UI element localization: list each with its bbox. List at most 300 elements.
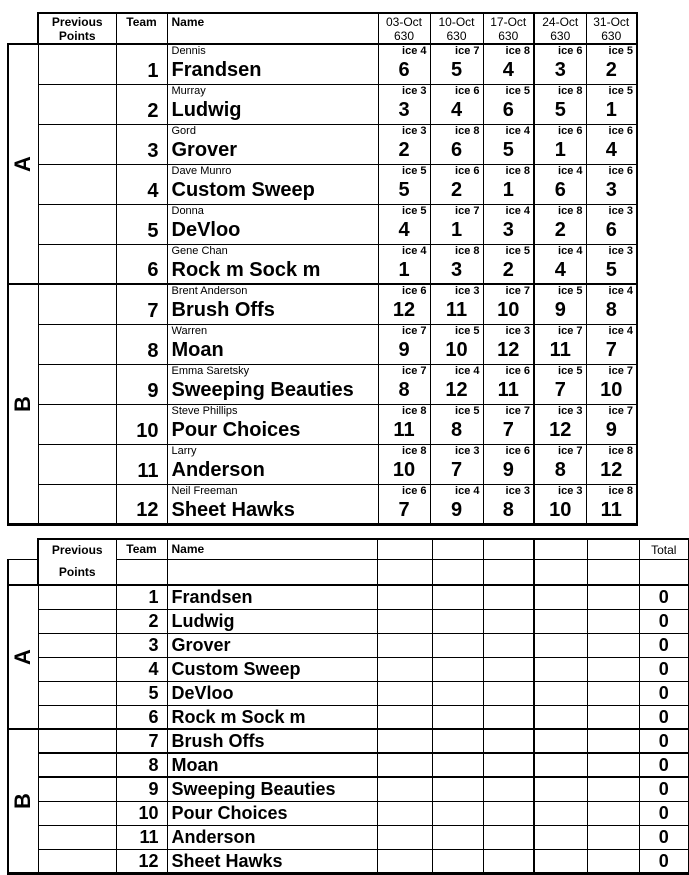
group-spacer-cell xyxy=(8,559,38,585)
previous-points-cell xyxy=(38,44,116,84)
group-a-label: A xyxy=(10,649,36,665)
ice-label: ice 4 xyxy=(608,285,633,297)
opponent-number: 1 xyxy=(398,258,410,281)
team-number: 1 xyxy=(116,585,167,609)
group-b-cell xyxy=(8,284,38,524)
team-name: Rock m Sock m xyxy=(171,258,321,281)
schedule-row-6 xyxy=(8,244,637,284)
week-score-cell xyxy=(432,753,483,777)
group-b-label: B xyxy=(10,792,36,809)
ice-label: ice 3 xyxy=(505,324,530,337)
total-header: Total xyxy=(639,539,689,559)
team-name-cell xyxy=(167,164,378,204)
week-score-cell xyxy=(587,849,639,873)
opponent-number: 1 xyxy=(450,218,463,241)
ice-label: ice 3 xyxy=(558,404,583,417)
empty-cell xyxy=(587,559,639,585)
team-name: Brush Offs xyxy=(167,729,377,753)
week-score-cell xyxy=(534,633,587,657)
week-score-cell xyxy=(432,729,483,753)
opponent-number: 11 xyxy=(549,338,571,361)
date-header-5 xyxy=(586,13,637,44)
opponent-number: 12 xyxy=(392,299,416,321)
previous-points-cell xyxy=(38,84,116,124)
opponent-number: 2 xyxy=(398,138,410,161)
totals-row-5 xyxy=(8,681,689,705)
ice-label: ice 3 xyxy=(608,244,633,257)
totals-row-2 xyxy=(8,609,689,633)
previous-points-cell xyxy=(38,729,116,753)
ice-label: ice 4 xyxy=(558,244,583,257)
draw-time-label: 630 xyxy=(550,28,571,43)
corner-spacer xyxy=(8,539,38,559)
opponent-number: 1 xyxy=(502,178,514,201)
week-score-cell xyxy=(432,585,483,609)
totals-row-12 xyxy=(8,849,689,873)
team-number: 2 xyxy=(116,84,167,124)
team-name-cell xyxy=(167,204,378,244)
opponent-number: 2 xyxy=(502,258,514,281)
team-number: 5 xyxy=(116,204,167,244)
game-cell xyxy=(483,124,534,164)
opponent-number: 8 xyxy=(605,299,617,321)
game-cell xyxy=(430,84,483,124)
opponent-number: 11 xyxy=(600,498,622,521)
team-name-cell xyxy=(167,364,378,404)
team-name: Frandsen xyxy=(171,59,262,81)
game-cell xyxy=(534,484,586,524)
team-number: 7 xyxy=(116,284,167,324)
empty-cell xyxy=(483,559,534,585)
group-a-label: A xyxy=(10,156,36,172)
opponent-number: 12 xyxy=(549,418,572,441)
opponent-number: 10 xyxy=(445,338,468,361)
skip-name: Gene Chan xyxy=(171,244,228,257)
game-cell xyxy=(483,84,534,124)
opponent-number: 8 xyxy=(502,498,514,521)
game-cell xyxy=(378,444,430,484)
previous-label: Previous xyxy=(51,14,103,29)
ice-label: ice 8 xyxy=(608,484,633,497)
team-name: Pour Choices xyxy=(171,418,301,441)
week-score-cell xyxy=(483,801,534,825)
game-cell xyxy=(534,204,586,244)
game-cell xyxy=(430,164,483,204)
week-score-cell xyxy=(377,777,432,801)
ice-label: ice 7 xyxy=(558,444,583,457)
totals-row-8 xyxy=(8,753,689,777)
team-name: Custom Sweep xyxy=(167,657,377,681)
opponent-number: 8 xyxy=(554,458,566,481)
game-cell xyxy=(483,44,534,84)
week-score-cell xyxy=(587,729,639,753)
team-name-cell xyxy=(167,484,378,524)
team-name-cell xyxy=(167,324,378,364)
week-score-cell xyxy=(587,705,639,729)
ice-label: ice 5 xyxy=(455,404,480,417)
game-cell xyxy=(586,364,637,404)
opponent-number: 9 xyxy=(554,299,566,321)
ice-label: ice 7 xyxy=(455,204,480,217)
team-name: DeVloo xyxy=(171,218,241,241)
ice-label: ice 5 xyxy=(455,324,480,337)
team-name: Grover xyxy=(171,138,238,161)
week-score-cell xyxy=(534,801,587,825)
game-cell xyxy=(534,444,586,484)
opponent-number: 7 xyxy=(398,498,410,521)
opponent-number: 12 xyxy=(497,338,520,361)
week-score-cell xyxy=(432,777,483,801)
week-score-cell xyxy=(483,609,534,633)
ice-label: ice 7 xyxy=(505,285,530,297)
opponent-number: 11 xyxy=(497,378,519,401)
team-name: Anderson xyxy=(167,825,377,849)
empty-cell xyxy=(167,559,377,585)
opponent-number: 4 xyxy=(502,59,514,81)
skip-name: Dennis xyxy=(171,45,206,57)
ice-label: ice 6 xyxy=(558,124,583,137)
team-name: Sheet Hawks xyxy=(171,498,295,521)
corner-spacer xyxy=(8,13,38,44)
opponent-number: 3 xyxy=(554,59,566,81)
week-score-cell xyxy=(432,681,483,705)
ice-label: ice 6 xyxy=(455,164,480,177)
group-b-label: B xyxy=(10,395,36,412)
totals-row-4 xyxy=(8,657,689,681)
ice-label: ice 8 xyxy=(402,404,427,417)
ice-label: ice 4 xyxy=(455,364,480,377)
opponent-number: 5 xyxy=(554,98,566,121)
week-score-cell xyxy=(432,825,483,849)
game-cell xyxy=(430,404,483,444)
skip-name: Donna xyxy=(171,204,204,217)
name-header: Name xyxy=(167,539,377,559)
team-number: 8 xyxy=(116,753,167,777)
ice-label: ice 6 xyxy=(558,45,583,57)
game-cell xyxy=(534,284,586,324)
previous-points-header xyxy=(38,539,116,585)
draw-time-label: 630 xyxy=(498,28,519,43)
empty-week-header xyxy=(377,539,432,559)
previous-points-cell xyxy=(38,324,116,364)
schedule-row-11 xyxy=(8,444,637,484)
previous-points-cell xyxy=(38,753,116,777)
previous-points-cell xyxy=(38,404,116,444)
total-points: 0 xyxy=(639,705,689,729)
week-score-cell xyxy=(483,705,534,729)
week-score-cell xyxy=(483,753,534,777)
team-name: Moan xyxy=(171,338,224,361)
game-cell xyxy=(483,244,534,284)
opponent-number: 2 xyxy=(450,178,463,201)
team-number: 9 xyxy=(116,777,167,801)
week-score-cell xyxy=(534,681,587,705)
schedule-row-4 xyxy=(8,164,637,204)
ice-label: ice 3 xyxy=(455,444,480,457)
opponent-number: 6 xyxy=(554,178,566,201)
game-cell xyxy=(534,324,586,364)
week-score-cell xyxy=(587,801,639,825)
game-cell xyxy=(534,164,586,204)
ice-label: ice 8 xyxy=(455,244,480,257)
ice-label: ice 7 xyxy=(505,404,530,417)
game-cell xyxy=(378,324,430,364)
totals-row-10 xyxy=(8,801,689,825)
group-b-cell xyxy=(8,729,38,873)
game-cell xyxy=(483,404,534,444)
week-score-cell xyxy=(483,777,534,801)
total-points: 0 xyxy=(639,633,689,657)
team-name: Ludwig xyxy=(167,609,377,633)
previous-points-cell xyxy=(38,705,116,729)
empty-cell xyxy=(534,559,587,585)
opponent-number: 7 xyxy=(502,418,514,441)
ice-label: ice 4 xyxy=(505,204,530,217)
empty-cell xyxy=(432,559,483,585)
game-cell xyxy=(378,284,430,324)
team-name: DeVloo xyxy=(167,681,377,705)
game-cell xyxy=(586,444,637,484)
team-number: 6 xyxy=(116,705,167,729)
week-score-cell xyxy=(377,633,432,657)
empty-week-header xyxy=(432,539,483,559)
team-name-cell xyxy=(167,404,378,444)
week-score-cell xyxy=(483,849,534,873)
previous-points-header xyxy=(38,13,116,44)
name-header: Name xyxy=(167,13,378,44)
group-a-cell xyxy=(8,585,38,729)
team-name: Rock m Sock m xyxy=(167,705,377,729)
game-cell xyxy=(430,324,483,364)
team-header: Team xyxy=(116,13,167,44)
team-number: 10 xyxy=(116,801,167,825)
team-name: Sweeping Beauties xyxy=(171,378,354,401)
ice-label: ice 4 xyxy=(402,45,427,57)
draw-time-label: 630 xyxy=(393,28,415,43)
previous-points-cell xyxy=(38,801,116,825)
ice-label: ice 6 xyxy=(402,484,427,497)
week-score-cell xyxy=(587,777,639,801)
opponent-number: 5 xyxy=(605,258,617,281)
schedule-row-8 xyxy=(8,324,637,364)
ice-label: ice 3 xyxy=(455,285,480,297)
game-cell xyxy=(483,484,534,524)
team-number: 12 xyxy=(116,849,167,873)
week-score-cell xyxy=(483,585,534,609)
game-cell xyxy=(483,324,534,364)
previous-points-cell xyxy=(38,657,116,681)
opponent-number: 10 xyxy=(600,378,623,401)
week-score-cell xyxy=(483,657,534,681)
game-cell xyxy=(586,204,637,244)
totals-row-1 xyxy=(8,585,689,609)
previous-points-cell xyxy=(38,164,116,204)
schedule-row-1 xyxy=(8,44,637,84)
team-name-cell xyxy=(167,124,378,164)
game-cell xyxy=(378,44,430,84)
schedule-row-7 xyxy=(8,284,637,324)
skip-name: Warren xyxy=(171,324,208,337)
game-cell xyxy=(430,444,483,484)
opponent-number: 11 xyxy=(393,418,415,441)
week-score-cell xyxy=(377,585,432,609)
date-label: 24-Oct xyxy=(542,14,579,29)
ice-label: ice 7 xyxy=(558,324,583,337)
previous-points-cell xyxy=(38,609,116,633)
points-label: Points xyxy=(58,565,96,579)
week-score-cell xyxy=(377,705,432,729)
game-cell xyxy=(378,484,430,524)
game-cell xyxy=(586,284,637,324)
game-cell xyxy=(483,364,534,404)
week-score-cell xyxy=(377,801,432,825)
ice-label: ice 6 xyxy=(505,364,530,377)
opponent-number: 3 xyxy=(502,218,514,241)
week-score-cell xyxy=(534,729,587,753)
team-header: Team xyxy=(116,539,167,559)
previous-points-cell xyxy=(38,849,116,873)
opponent-number: 4 xyxy=(450,98,463,121)
game-cell xyxy=(534,44,586,84)
totals-row-3 xyxy=(8,633,689,657)
ice-label: ice 4 xyxy=(558,164,583,177)
ice-label: ice 3 xyxy=(608,204,633,217)
opponent-number: 12 xyxy=(600,458,623,481)
opponent-number: 7 xyxy=(605,338,617,361)
week-score-cell xyxy=(587,585,639,609)
week-score-cell xyxy=(534,825,587,849)
ice-label: ice 4 xyxy=(402,244,427,257)
team-name-cell xyxy=(167,84,378,124)
team-number: 11 xyxy=(116,444,167,484)
game-cell xyxy=(430,204,483,244)
week-score-cell xyxy=(377,729,432,753)
team-number: 10 xyxy=(116,404,167,444)
skip-name: Steve Phillips xyxy=(171,404,238,417)
schedule-row-10 xyxy=(8,404,637,444)
opponent-number: 3 xyxy=(450,258,463,281)
opponent-number: 5 xyxy=(398,178,410,201)
skip-name: Murray xyxy=(171,84,206,97)
game-cell xyxy=(430,364,483,404)
ice-label: ice 5 xyxy=(402,204,427,217)
opponent-number: 1 xyxy=(605,98,617,121)
team-name: Moan xyxy=(167,753,377,777)
opponent-number: 4 xyxy=(554,258,566,281)
empty-week-header xyxy=(534,539,587,559)
team-name: Sweeping Beauties xyxy=(167,777,377,801)
team-name: Custom Sweep xyxy=(171,178,315,201)
total-points: 0 xyxy=(639,801,689,825)
group-a-cell xyxy=(8,44,38,284)
total-points: 0 xyxy=(639,777,689,801)
game-cell xyxy=(483,284,534,324)
game-cell xyxy=(483,444,534,484)
week-score-cell xyxy=(377,681,432,705)
team-number: 12 xyxy=(116,484,167,524)
total-points: 0 xyxy=(639,585,689,609)
ice-label: ice 6 xyxy=(402,285,427,297)
ice-label: ice 5 xyxy=(608,84,633,97)
week-score-cell xyxy=(587,825,639,849)
ice-label: ice 5 xyxy=(505,84,530,97)
game-cell xyxy=(378,244,430,284)
previous-points-cell xyxy=(38,633,116,657)
total-points: 0 xyxy=(639,753,689,777)
ice-label: ice 7 xyxy=(402,364,427,377)
ice-label: ice 5 xyxy=(608,45,633,57)
week-score-cell xyxy=(483,825,534,849)
week-score-cell xyxy=(377,849,432,873)
game-cell xyxy=(430,244,483,284)
previous-points-cell xyxy=(38,244,116,284)
week-score-cell xyxy=(534,657,587,681)
ice-label: ice 5 xyxy=(402,164,427,177)
opponent-number: 9 xyxy=(450,498,463,521)
game-cell xyxy=(483,204,534,244)
opponent-number: 5 xyxy=(450,59,463,81)
ice-label: ice 8 xyxy=(505,45,530,57)
opponent-number: 3 xyxy=(605,178,617,201)
game-cell xyxy=(378,84,430,124)
skip-name: Emma Saretsky xyxy=(171,364,250,377)
opponent-number: 10 xyxy=(497,299,520,321)
opponent-number: 4 xyxy=(605,138,617,161)
opponent-number: 9 xyxy=(502,458,514,481)
previous-points-cell xyxy=(38,777,116,801)
total-points: 0 xyxy=(639,657,689,681)
totals-row-6 xyxy=(8,705,689,729)
totals-header-row xyxy=(8,539,689,559)
schedule-row-12 xyxy=(8,484,637,524)
opponent-number: 8 xyxy=(398,378,410,401)
team-name-cell xyxy=(167,244,378,284)
week-score-cell xyxy=(534,753,587,777)
game-cell xyxy=(430,124,483,164)
date-header-2 xyxy=(430,13,483,44)
empty-cell xyxy=(377,559,432,585)
date-header-1 xyxy=(378,13,430,44)
week-score-cell xyxy=(587,681,639,705)
game-cell xyxy=(430,44,483,84)
schedule-header-row xyxy=(8,13,637,44)
ice-label: ice 4 xyxy=(608,324,633,337)
team-name: Frandsen xyxy=(167,585,377,609)
opponent-number: 8 xyxy=(450,418,463,441)
ice-label: ice 5 xyxy=(558,285,583,297)
totals-table xyxy=(7,538,689,875)
ice-label: ice 8 xyxy=(402,444,427,457)
week-score-cell xyxy=(587,633,639,657)
previous-points-cell xyxy=(38,444,116,484)
ice-label: ice 8 xyxy=(455,124,480,137)
week-score-cell xyxy=(432,801,483,825)
game-cell xyxy=(586,124,637,164)
total-points: 0 xyxy=(639,609,689,633)
team-name: Ludwig xyxy=(171,98,242,121)
game-cell xyxy=(586,404,637,444)
total-points: 0 xyxy=(639,849,689,873)
opponent-number: 2 xyxy=(605,59,617,81)
empty-cell xyxy=(116,559,167,585)
date-header-4 xyxy=(534,13,586,44)
team-name-cell xyxy=(167,444,378,484)
date-label: 17-Oct xyxy=(490,14,527,29)
date-label: 03-Oct xyxy=(385,14,422,29)
week-score-cell xyxy=(534,777,587,801)
team-number: 11 xyxy=(116,825,167,849)
opponent-number: 9 xyxy=(605,418,617,441)
